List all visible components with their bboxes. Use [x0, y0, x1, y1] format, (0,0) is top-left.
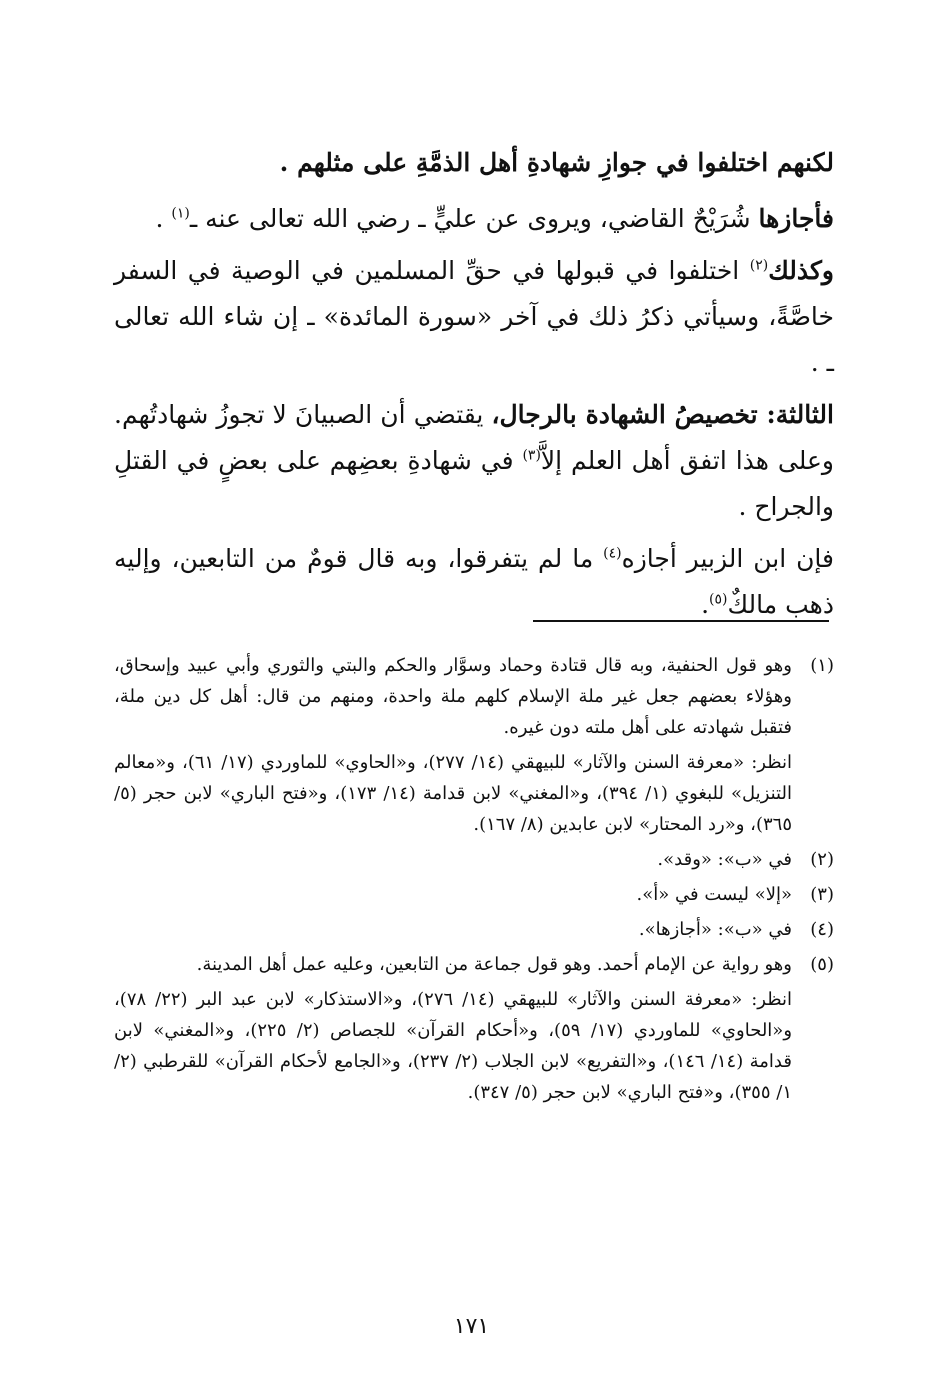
- footnote-number: (٤): [810, 919, 834, 940]
- footnote-1: [114, 650, 834, 844]
- paragraph-5-text: فإن ابن الزبير أجازه: [621, 544, 835, 573]
- footnote-text: في «ب»: «أجازها».: [638, 919, 792, 940]
- footnote-number: (٢): [810, 849, 834, 870]
- paragraph-3: [114, 248, 834, 386]
- footnote-ref-1: (١): [171, 205, 190, 222]
- footnote-text: «إلا» ليست في «أ».: [636, 884, 792, 905]
- paragraph-2-lead: فأجازها: [758, 204, 834, 233]
- footnote-number: (١): [810, 655, 834, 676]
- footnote-ref-2: (٢): [749, 257, 769, 274]
- paragraph-2-end: .: [155, 204, 172, 233]
- paragraph-1-text: لكنهم اختلفوا في جوازِ شهادةِ أهل الذمَّةِ على مثلهم .: [279, 148, 834, 177]
- paragraph-3-lead: وكذلك: [768, 256, 834, 285]
- paragraph-4-end: في شهادةِ بعضِهم على بعضٍ في القتلِ والجراح .: [114, 446, 834, 521]
- footnote-body: [114, 844, 792, 879]
- footnote-5: [114, 949, 834, 1112]
- main-text: [114, 140, 834, 634]
- footnote-body: [114, 650, 792, 844]
- paragraph-4-text: يقتضي أن الصبيانَ لا تجوزُ شهادتُهم. وعلى هذا اتفق أهل العلم إلاَّ: [114, 400, 835, 475]
- section-heading-third: الثالثة: تخصيصُ الشهادة بالرجال،: [491, 400, 834, 429]
- paragraph-5: [114, 536, 834, 628]
- paragraph-2-text: شُرَيْحٌ القاضي، ويروى عن عليٍّ ـ رضي الله تعالى عنه ـ: [189, 204, 759, 233]
- footnote-3: [114, 879, 834, 914]
- footnote-body: [114, 949, 792, 1112]
- paragraph-3-text: اختلفوا في قبولها في حقِّ المسلمين في الوصية في السفر خاصَّةً، وسيأتي ذكرُ ذلك في آخر «سورة المائدة» ـ إن شاء الله تعالى ـ .: [114, 256, 834, 377]
- page-number: ١٧١: [453, 1314, 490, 1339]
- paragraph-5-mid: ما لم يتفرقوا، وبه قال قومٌ من التابعين، وإليه ذهب مالكٌ: [114, 544, 834, 619]
- footnote-body: [114, 914, 792, 949]
- footnote-ref-3: (٣): [522, 447, 541, 464]
- footnote-2: [114, 844, 834, 879]
- footnote-text: انظر: «معرفة السنن والآثار» للبيهقي (١٤/ ٢٧٦)، و«الاستذكار» لابن عبد البر (٢٢/ ٧٨)، و«الحاوي» للماوردي (١٧/ ٥٩)، و«أحكام القرآن» للجصاص (٢/ ٢٢٥)، و«المغني» لابن قدامة (١٤/ ١٤٦)، و«التفريع» لابن الجلاب (٢/ ٢٣٧)، و«الجامع لأحكام القرآن» للقرطبي (٢/ ١/ ٣٥٥)، و«فتح الباري» لابن حجر (٥/ ٣٤٧).: [114, 989, 793, 1103]
- footnote-text: في «ب»: «وقد».: [657, 849, 792, 870]
- footnote-4: [114, 914, 834, 949]
- paragraph-2: [114, 196, 834, 242]
- footnotes: [114, 650, 834, 1112]
- paragraph-4: [114, 392, 834, 530]
- footnote-text: انظر: «معرفة السنن والآثار» للبيهقي (١٤/ ٢٧٧)، و«الحاوي» للماوردي (١٧/ ٦١)، و«معالم التنزيل» للبغوي (١/ ٣٩٤)، و«المغني» لابن قدامة (١٤/ ١٧٣)، و«فتح الباري» لابن حجر (٥/ ٣٦٥)، و«رد المحتار» لابن عابدين (٨/ ١٦٧).: [114, 752, 792, 835]
- footnote-ref-5: (٥): [709, 591, 728, 608]
- footnote-text: وهو رواية عن الإمام أحمد. وهو قول جماعة من التابعين، وعليه عمل أهل المدينة.: [196, 954, 792, 975]
- footnote-body: [114, 879, 792, 914]
- paragraph-1: [114, 140, 834, 186]
- footnote-ref-4: (٤): [603, 545, 622, 562]
- footnote-number: (٣): [810, 884, 834, 905]
- footnote-separator: [533, 620, 829, 622]
- footnote-number: (٥): [810, 954, 834, 975]
- paragraph-5-end: .: [701, 590, 710, 619]
- footnote-text: وهو قول الحنفية، وبه قال قتادة وحماد وسوَّار والحكم والبتي والثوري وأبي عبيد وإسحاق، وهؤلاء بعضهم جعل غير ملة الإسلام كلهم ملة واحدة، ومنهم من قال: أهل كل دين ملة، فتقبل شهادته على أهل ملته دون غيره.: [114, 655, 792, 738]
